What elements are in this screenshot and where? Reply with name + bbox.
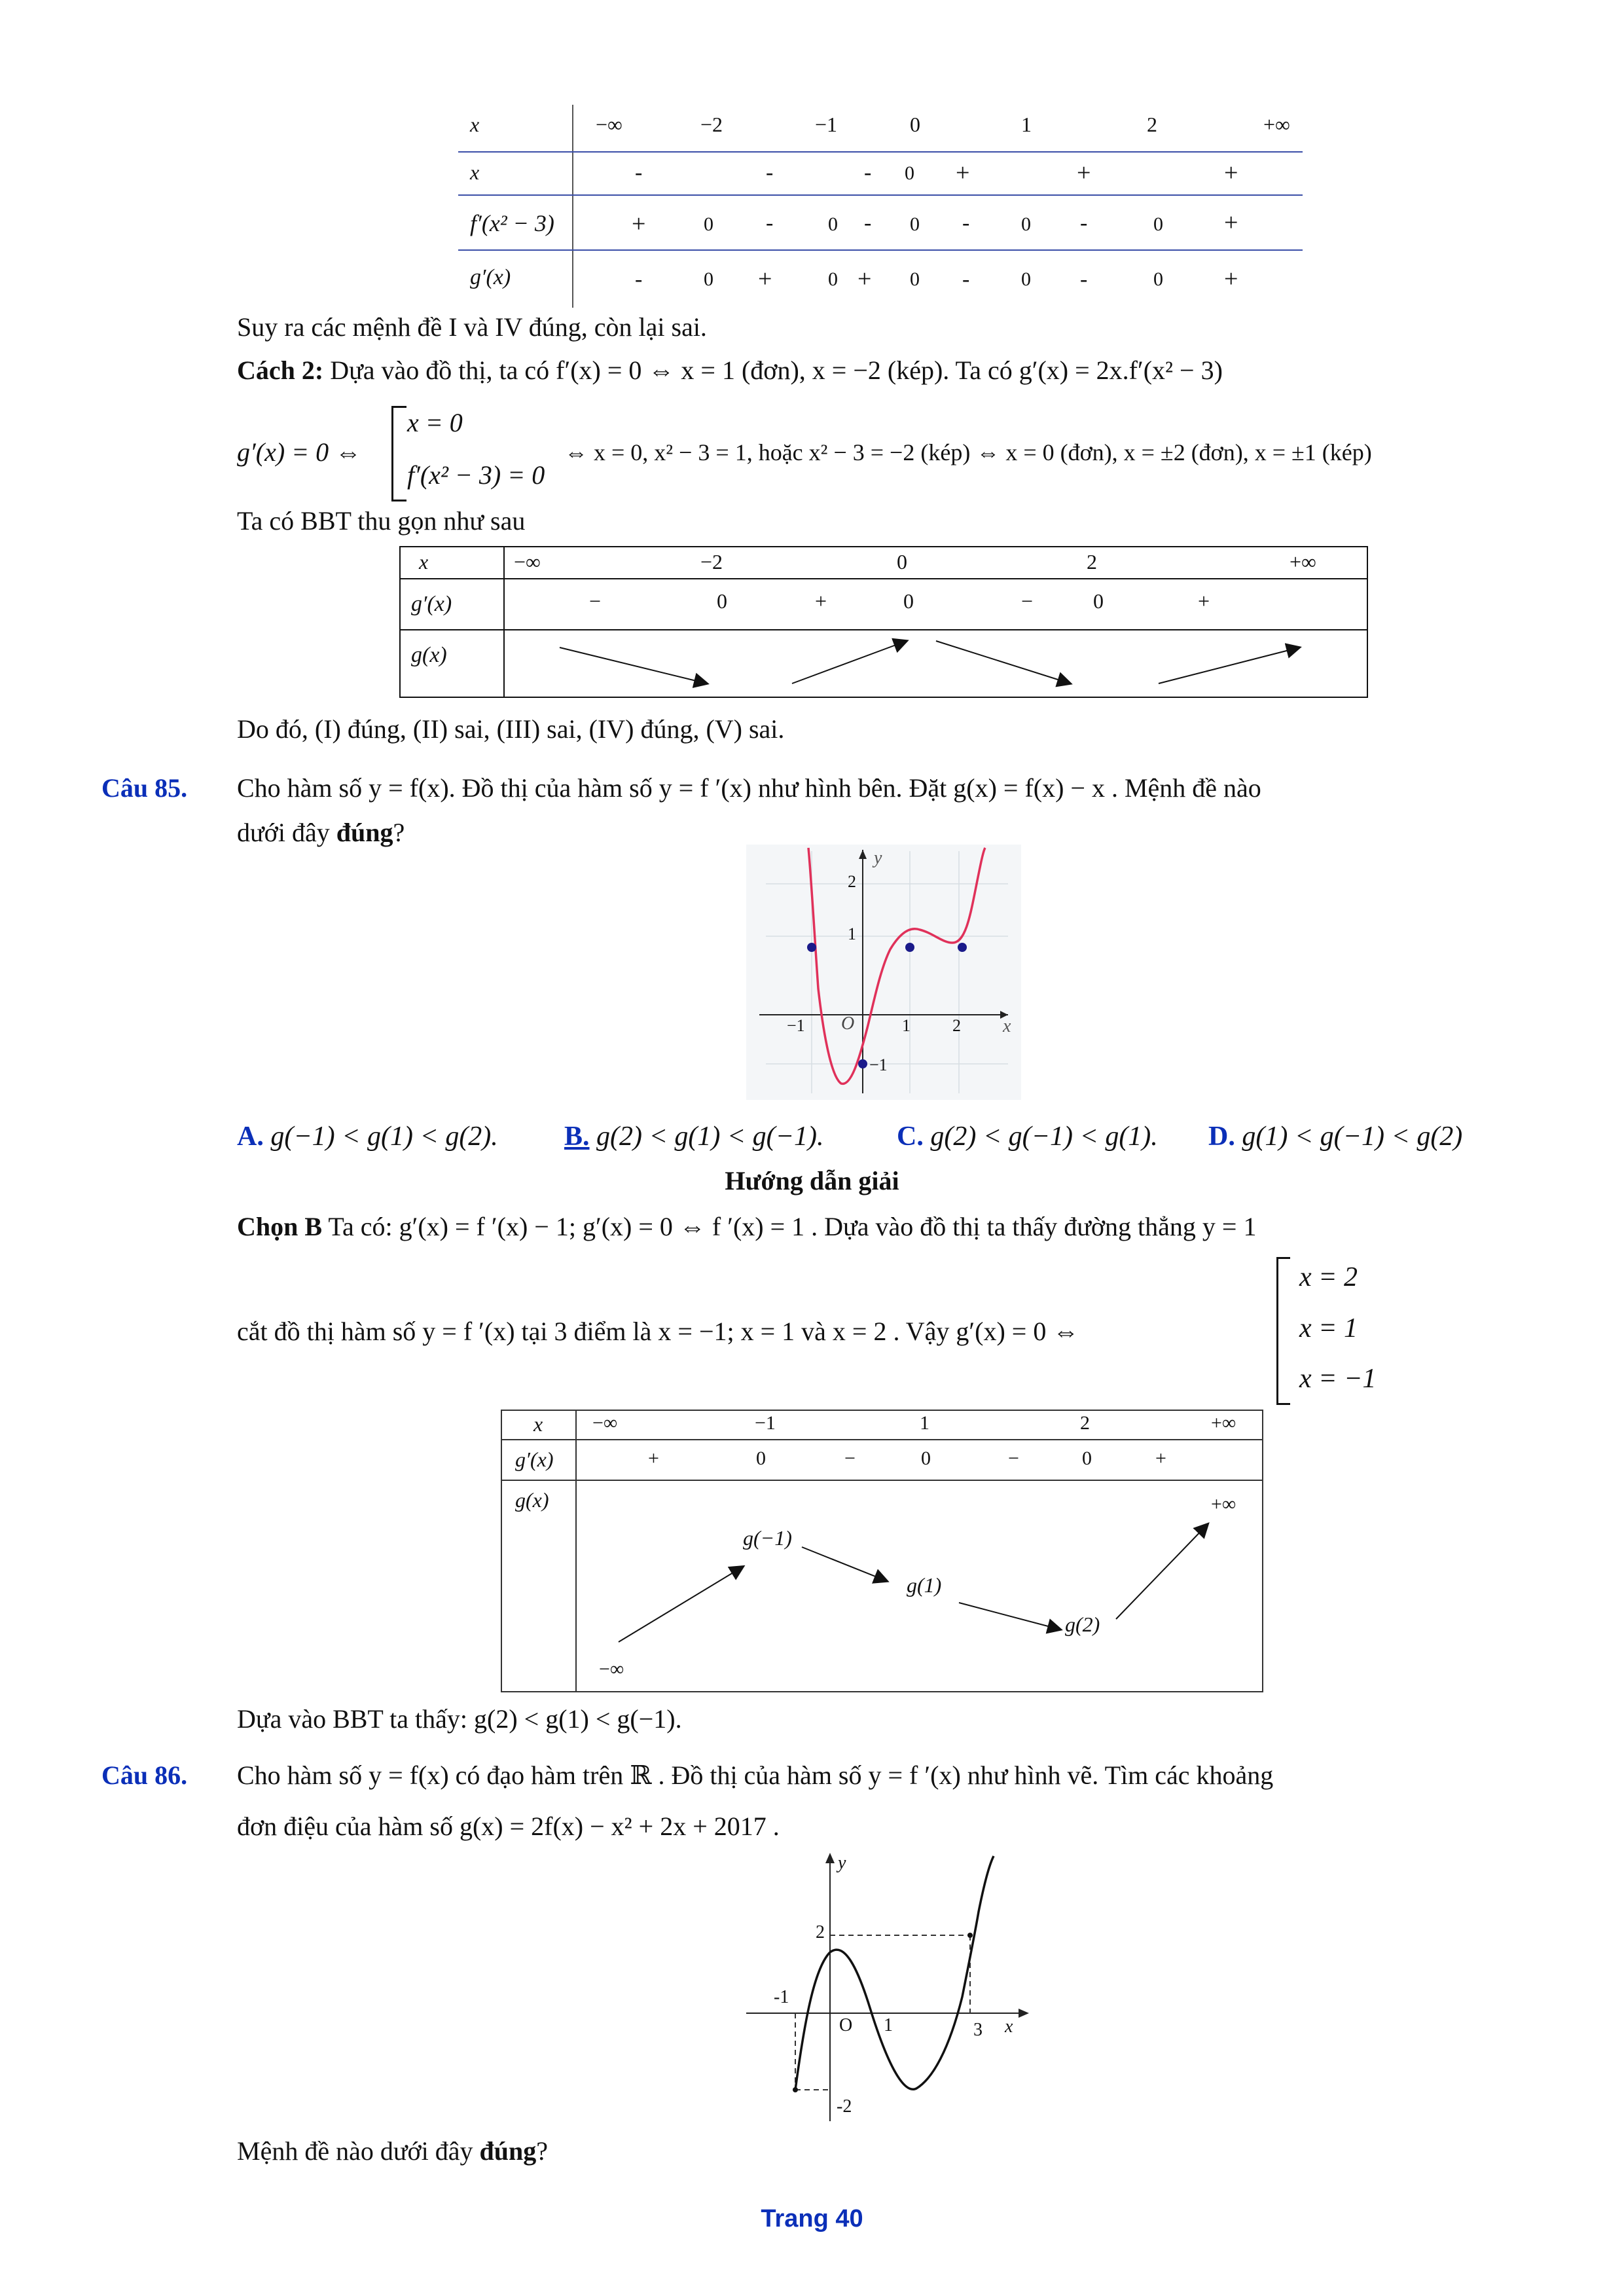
system-bracket: [391, 406, 406, 501]
paragraph-conclusion-1: Suy ra các mệnh đề I và IV đúng, còn lại sai.: [237, 312, 707, 342]
question-85-conclusion: Dựa vào BBT ta thấy: g(2) < g(1) < g(−1).: [237, 1704, 682, 1734]
answer-b-text: g(2) < g(1) < g(−1).: [596, 1121, 824, 1152]
t1-cell: -: [962, 211, 970, 235]
question-86-prompt: [237, 2134, 548, 2168]
q86-prompt-b: đúng: [479, 2136, 537, 2166]
q85-text2-b: đúng: [336, 818, 393, 847]
q86-label-neg1: -1: [774, 1987, 789, 2007]
t3-sign: 0: [1082, 1448, 1092, 1469]
t1-cell: -: [864, 160, 872, 185]
answer-b-letter: B.: [564, 1121, 590, 1152]
t1-cell: +: [1224, 159, 1238, 187]
t1-cell: +: [1224, 265, 1238, 293]
solution-line-2: cắt đồ thị hàm số y = f ′(x) tại 3 điểm là x = −1; x = 1 và x = 2 . Vậy g′(x) = 0 ⇔: [237, 1317, 1079, 1346]
t3-x-val: +∞: [1211, 1412, 1236, 1434]
q86-x-label: x: [1005, 2016, 1013, 2037]
t1-cell: 0: [1021, 268, 1031, 290]
answer-c[interactable]: [897, 1120, 1158, 1154]
q85-tick-y: 2: [848, 872, 856, 891]
t3-x-label: x: [533, 1412, 543, 1436]
t2-sign: −: [1021, 589, 1034, 613]
answer-b[interactable]: [564, 1120, 823, 1154]
answer-c-letter: C.: [897, 1121, 924, 1152]
t1-cell: 0: [905, 162, 914, 184]
t1-cell: +: [956, 159, 970, 187]
t2-x-val: −2: [700, 550, 723, 574]
t3-arrow-down-2: [959, 1603, 1060, 1630]
solution-system-3: x = −1: [1299, 1364, 1377, 1394]
t1-cell: -: [864, 211, 872, 235]
answer-a-letter: A.: [237, 1121, 264, 1152]
t2-sign: 0: [717, 589, 727, 613]
sign-table-1: [458, 105, 1309, 308]
t1-row-x2-label: x: [470, 160, 480, 184]
system-line-1: x = 0: [407, 408, 463, 437]
system-line-2: f′(x² − 3) = 0: [407, 460, 545, 490]
solution-line-1: [237, 1210, 1256, 1244]
t3-sign: −: [1008, 1448, 1019, 1469]
q85-text2-c: ?: [393, 818, 405, 847]
t1-row-x-label: x: [470, 113, 480, 136]
question-85-label: Câu 85.: [101, 773, 188, 803]
t1-cell: -: [766, 160, 774, 185]
answer-c-text: g(2) < g(−1) < g(1).: [930, 1121, 1158, 1152]
t2-sign: +: [815, 589, 827, 613]
question-85-text-2: [237, 816, 405, 850]
t1-cell: 0: [704, 213, 713, 235]
t2-gp-label: g′(x): [411, 592, 452, 616]
t3-sign: 0: [921, 1448, 931, 1469]
q86-label-3: 3: [973, 2020, 983, 2040]
t2-x-label: x: [419, 550, 429, 574]
t1-cell: 0: [1153, 268, 1163, 290]
t3-arrow-down-1: [802, 1547, 887, 1581]
t3-sign: +: [648, 1448, 659, 1469]
t1-cell: 1: [1021, 113, 1032, 136]
t1-cell: 0: [828, 268, 838, 290]
t2-arrow-up-1: [792, 641, 907, 683]
t3-arrow-up-2: [1116, 1524, 1208, 1619]
equation-left: g′(x) = 0 ⇔: [237, 437, 362, 467]
variation-table-3: [501, 1410, 1263, 1692]
t2-x-val: 2: [1087, 550, 1097, 574]
q85-tick-x: 1: [902, 1016, 911, 1035]
t1-row-g-label: g′(x): [470, 265, 511, 289]
answer-d-letter: D.: [1208, 1121, 1235, 1152]
t2-sign: −: [589, 589, 602, 613]
t3-x-val: 1: [920, 1412, 929, 1434]
t3-value: g(−1): [743, 1526, 792, 1550]
t1-cell: 0: [828, 213, 838, 235]
t3-value: g(1): [907, 1573, 942, 1597]
t2-x-val: −∞: [514, 550, 541, 574]
solution-title: Hướng dẫn giải: [725, 1166, 899, 1195]
equation-right: ⇔ x = 0, x² − 3 = 1, hoặc x² − 3 = −2 (kép) ⇔ x = 0 (đơn), x = ±2 (đơn), x = ±1 (kép): [564, 439, 1372, 465]
t1-cell: 2: [1147, 113, 1157, 136]
variation-table-3-grid: [501, 1410, 1263, 1692]
t3-sign: +: [1155, 1448, 1166, 1469]
t1-cell: 0: [1153, 213, 1163, 235]
page-footer: Trang 40: [761, 2205, 863, 2232]
t3-value: +∞: [1211, 1493, 1236, 1515]
t3-x-val: 2: [1080, 1412, 1090, 1434]
q86-origin-label: O: [839, 2015, 853, 2035]
t3-sign: 0: [756, 1448, 766, 1469]
t1-cell: −∞: [596, 113, 623, 136]
variation-table-2: [399, 546, 1368, 698]
solution-choice: Chọn B: [237, 1212, 323, 1241]
t2-g-label: g(x): [411, 643, 447, 667]
t2-arrow-up-2: [1159, 647, 1299, 683]
t1-cell: −1: [815, 113, 838, 136]
t1-cell: 0: [704, 268, 713, 290]
t1-cell: 0: [1021, 213, 1031, 235]
t3-sign: −: [844, 1448, 856, 1469]
t1-cell: -: [1080, 211, 1088, 235]
question-86-text-1: Cho hàm số y = f(x) có đạo hàm trên ℝ . Đồ thị của hàm số y = f ′(x) như hình vẽ. Tìm các khoảng: [237, 1760, 1274, 1790]
question-86-text-2: đơn điệu của hàm số g(x) = 2f(x) − x² + 2x + 2017 .: [237, 1812, 780, 1841]
answer-a[interactable]: [237, 1120, 498, 1154]
t2-sign: +: [1198, 589, 1210, 613]
answer-a-text: g(−1) < g(1) < g(2).: [270, 1121, 498, 1152]
t3-arrow-up-1: [619, 1567, 743, 1642]
t1-cell: +∞: [1263, 113, 1290, 136]
question-85-text-1: Cho hàm số y = f(x). Đồ thị của hàm số y = f ′(x) như hình bên. Đặt g(x) = f(x) − x . Mệnh đề nào: [237, 773, 1261, 803]
t1-cell: 0: [910, 268, 920, 290]
t1-cell: +: [632, 210, 646, 238]
paragraph-verdict: Do đó, (I) đúng, (II) sai, (III) sai, (IV) đúng, (V) sai.: [237, 714, 785, 744]
variation-table-2-grid: [399, 546, 1368, 698]
q86-label-neg2: -2: [837, 2096, 852, 2117]
q85-text2-a: dưới đây: [237, 818, 336, 847]
t3-value: −∞: [599, 1658, 624, 1680]
question-86-label: Câu 86.: [101, 1760, 188, 1790]
solution-system-2: x = 1: [1299, 1313, 1358, 1343]
paragraph-bbt: Ta có BBT thu gọn như sau: [237, 506, 526, 536]
t3-g-label: g(x): [515, 1488, 549, 1512]
t2-arrow-down-1: [560, 647, 707, 683]
q85-origin-label: O: [841, 1013, 855, 1034]
question-85-graph: [746, 845, 1021, 1100]
method-2-text: Dựa vào đồ thị, ta có f′(x) = 0 ⇔ x = 1 (đơn), x = −2 (kép). Ta có g′(x) = 2x.f′(x² − 3): [330, 355, 1223, 385]
sign-table-1-lines: [458, 105, 1309, 308]
t2-x-val: +∞: [1290, 550, 1316, 574]
t3-x-val: −1: [755, 1412, 776, 1434]
q86-prompt-a: Mệnh đề nào dưới đây: [237, 2136, 480, 2166]
t1-cell: +: [1077, 159, 1091, 187]
paragraph-method-2: [237, 354, 1223, 388]
answer-d-text: g(1) < g(−1) < g(2): [1242, 1121, 1463, 1152]
t2-sign: 0: [903, 589, 914, 613]
q86-y-label: y: [838, 1853, 846, 1873]
t1-cell: -: [962, 267, 970, 291]
t1-cell: -: [635, 267, 643, 291]
t1-cell: +: [1224, 209, 1238, 236]
q85-y-label: y: [874, 848, 882, 868]
answer-d[interactable]: [1208, 1120, 1462, 1154]
solution-text-1: Ta có: g′(x) = f ′(x) − 1; g′(x) = 0 ⇔ f ′(x) = 1 . Dựa vào đồ thị ta thấy đường thẳng y = 1: [328, 1212, 1257, 1241]
t1-row-f-label: f′(x² − 3): [470, 210, 554, 236]
q86-label-1: 1: [884, 2015, 893, 2035]
t1-cell: -: [635, 160, 643, 185]
q85-tick-y: 1: [848, 924, 856, 943]
method-2-label: Cách 2:: [237, 355, 324, 385]
q86-label-2: 2: [816, 1922, 825, 1942]
q85-tick-x: −1: [787, 1016, 805, 1035]
solution-system-1: x = 2: [1299, 1262, 1358, 1292]
t2-arrow-down-2: [936, 641, 1070, 683]
t1-cell: 0: [910, 213, 920, 235]
t1-cell: 0: [910, 113, 920, 136]
question-86-graph: [733, 1853, 1034, 2128]
t1-cell: -: [1080, 267, 1088, 291]
t1-cell: +: [857, 265, 872, 293]
t2-x-val: 0: [897, 550, 907, 574]
q85-tick-x: 2: [952, 1016, 961, 1035]
solution-system-bracket: [1276, 1257, 1290, 1405]
q85-x-label: x: [1003, 1016, 1011, 1036]
q86-prompt-c: ?: [536, 2136, 549, 2166]
t2-sign: 0: [1093, 589, 1104, 613]
t1-cell: −2: [700, 113, 723, 136]
t3-value: g(2): [1065, 1613, 1100, 1636]
t3-gp-label: g′(x): [515, 1448, 554, 1471]
t3-x-val: −∞: [592, 1412, 618, 1434]
t1-cell: +: [758, 265, 772, 293]
q85-tick-y: −1: [869, 1055, 888, 1074]
t1-cell: -: [766, 211, 774, 235]
